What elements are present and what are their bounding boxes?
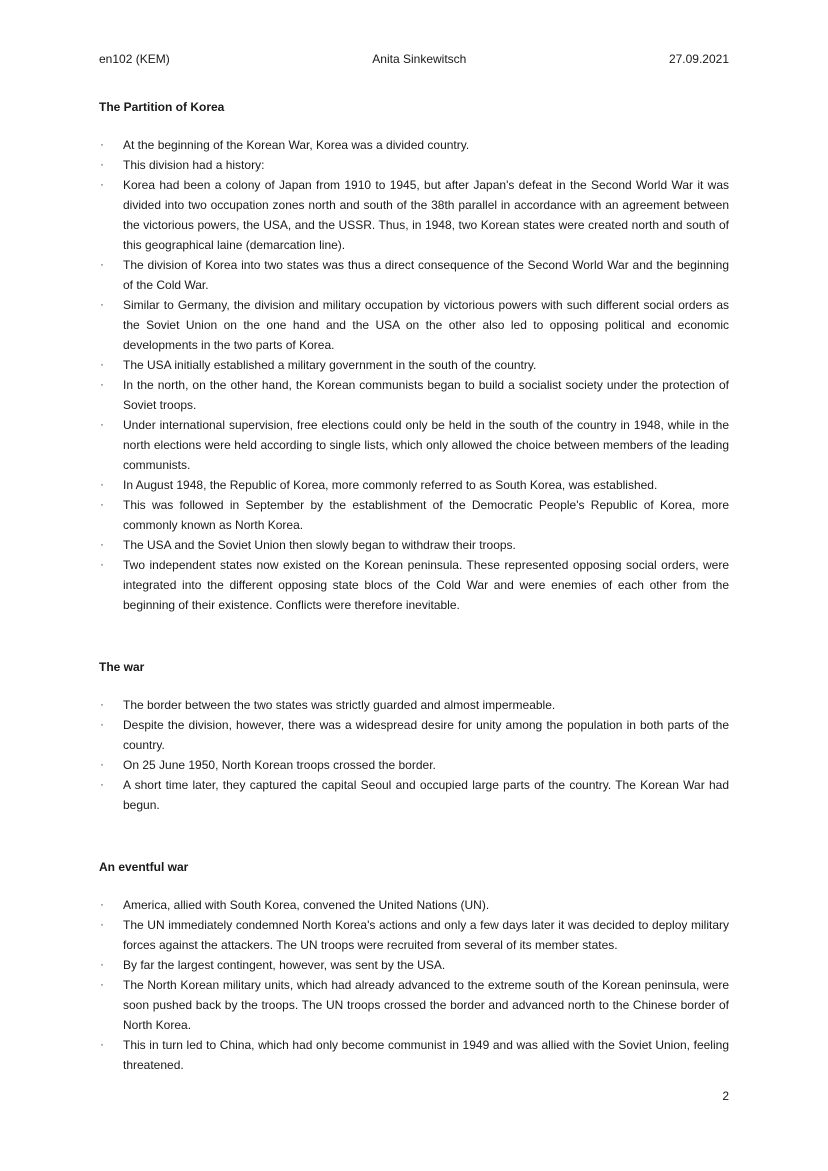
section-heading: The war — [99, 660, 145, 674]
bullet-item — [99, 775, 729, 815]
bullet-dot-icon: · — [100, 359, 104, 371]
bullet-text: Under international supervision, free elections could only be held in the south of the country in 1948, while in the north elections were held according to single lists, which only allowed the choice between members of the leading communists. — [123, 418, 729, 472]
bullet-text: Similar to Germany, the division and military occupation by victorious powers with such different social orders as the Soviet Union on the one hand and the USA on the other also led to opposing political and economic developments in the two parts of Korea. — [123, 298, 729, 352]
bullet-dot-icon: · — [100, 919, 104, 931]
bullet-text: The USA and the Soviet Union then slowly began to withdraw their troops. — [123, 538, 516, 552]
bullet-item — [99, 135, 729, 155]
bullet-item — [99, 535, 729, 555]
bullet-item — [99, 555, 729, 615]
header-course-code: en102 (KEM) — [99, 52, 170, 66]
bullet-item — [99, 415, 729, 475]
bullet-item — [99, 375, 729, 415]
bullet-dot-icon: · — [100, 899, 104, 911]
bullet-text: The border between the two states was strictly guarded and almost impermeable. — [123, 698, 556, 712]
bullet-item — [99, 695, 729, 715]
bullet-item — [99, 255, 729, 295]
bullet-dot-icon: · — [100, 299, 104, 311]
bullet-item — [99, 915, 729, 955]
bullet-text: This in turn led to China, which had only become communist in 1949 and was allied with the Soviet Union, feeling threatened. — [123, 1038, 729, 1072]
page-number: 2 — [722, 1089, 729, 1103]
bullet-dot-icon: · — [100, 499, 104, 511]
bullet-list — [99, 135, 729, 615]
bullet-item — [99, 1035, 729, 1075]
bullet-dot-icon: · — [100, 1039, 104, 1051]
bullet-dot-icon: · — [100, 959, 104, 971]
bullet-text: The division of Korea into two states was thus a direct consequence of the Second World War and the beginning of the Cold War. — [123, 258, 729, 292]
bullet-dot-icon: · — [100, 379, 104, 391]
bullet-dot-icon: · — [100, 139, 104, 151]
bullet-list — [99, 695, 729, 815]
bullet-text: At the beginning of the Korean War, Korea was a divided country. — [123, 138, 470, 152]
header-author: Anita Sinkewitsch — [372, 52, 467, 66]
bullet-item — [99, 495, 729, 535]
bullet-item — [99, 295, 729, 355]
bullet-text: The UN immediately condemned North Korea's actions and only a few days later it was decided to deploy military forces against the attackers. The UN troops were recruited from several of its member states. — [123, 918, 729, 952]
section-the-war — [99, 660, 729, 815]
bullet-item — [99, 715, 729, 755]
header-date: 27.09.2021 — [668, 52, 729, 66]
bullet-text: In August 1948, the Republic of Korea, more commonly referred to as South Korea, was established. — [123, 478, 658, 492]
bullet-dot-icon: · — [100, 699, 104, 711]
bullet-dot-icon: · — [100, 539, 104, 551]
section-partition-of-korea — [99, 100, 729, 615]
bullet-item — [99, 755, 729, 775]
bullet-text: This was followed in September by the establishment of the Democratic People's Republic of Korea, more commonly known as North Korea. — [123, 498, 729, 532]
bullet-dot-icon: · — [100, 759, 104, 771]
bullet-dot-icon: · — [100, 179, 104, 191]
bullet-dot-icon: · — [100, 779, 104, 791]
bullet-dot-icon: · — [100, 479, 104, 491]
bullet-item — [99, 895, 729, 915]
bullet-text: America, allied with South Korea, convened the United Nations (UN). — [123, 898, 490, 912]
bullet-text: By far the largest contingent, however, was sent by the USA. — [123, 958, 446, 972]
bullet-text: Korea had been a colony of Japan from 1910 to 1945, but after Japan's defeat in the Second World War it was divided into two occupation zones north and south of the 38th parallel in accordance with an agreement between the victorious powers, the USA, and the USSR. Thus, in 1948, two Korean states were created north and south of this geographical laine (demarcation line). — [123, 178, 729, 252]
bullet-item — [99, 175, 729, 255]
bullet-text: The North Korean military units, which had already advanced to the extreme south of the Korean peninsula, were soon pushed back by the troops. The UN troops crossed the border and advanced north to the Chinese border of North Korea. — [123, 978, 729, 1032]
bullet-dot-icon: · — [100, 419, 104, 431]
bullet-text: The USA initially established a military government in the south of the country. — [123, 358, 537, 372]
bullet-dot-icon: · — [100, 719, 104, 731]
bullet-text: Two independent states now existed on the Korean peninsula. These represented opposing social orders, were integrated into the different opposing state blocs of the Cold War and were enemies of each other from the beginning of their existence. Conflicts were therefore inevitable. — [123, 558, 729, 612]
bullet-text: Despite the division, however, there was a widespread desire for unity among the population in both parts of the country. — [123, 718, 729, 752]
bullet-item — [99, 155, 729, 175]
bullet-text: On 25 June 1950, North Korean troops crossed the border. — [123, 758, 436, 772]
bullet-dot-icon: · — [100, 159, 104, 171]
bullet-dot-icon: · — [100, 259, 104, 271]
section-an-eventful-war — [99, 860, 729, 1075]
section-heading: An eventful war — [99, 860, 189, 874]
bullet-text: A short time later, they captured the capital Seoul and occupied large parts of the country. The Korean War had begun. — [123, 778, 729, 812]
bullet-dot-icon: · — [100, 979, 104, 991]
bullet-text: In the north, on the other hand, the Korean communists began to build a socialist society under the protection of Soviet troops. — [123, 378, 729, 412]
page-header — [99, 52, 729, 66]
section-heading: The Partition of Korea — [99, 100, 225, 114]
bullet-item — [99, 975, 729, 1035]
bullet-item — [99, 955, 729, 975]
bullet-item — [99, 355, 729, 375]
document-body — [99, 100, 729, 1120]
bullet-list — [99, 895, 729, 1075]
bullet-text: This division had a history: — [123, 158, 265, 172]
bullet-dot-icon: · — [100, 559, 104, 571]
bullet-item — [99, 475, 729, 495]
